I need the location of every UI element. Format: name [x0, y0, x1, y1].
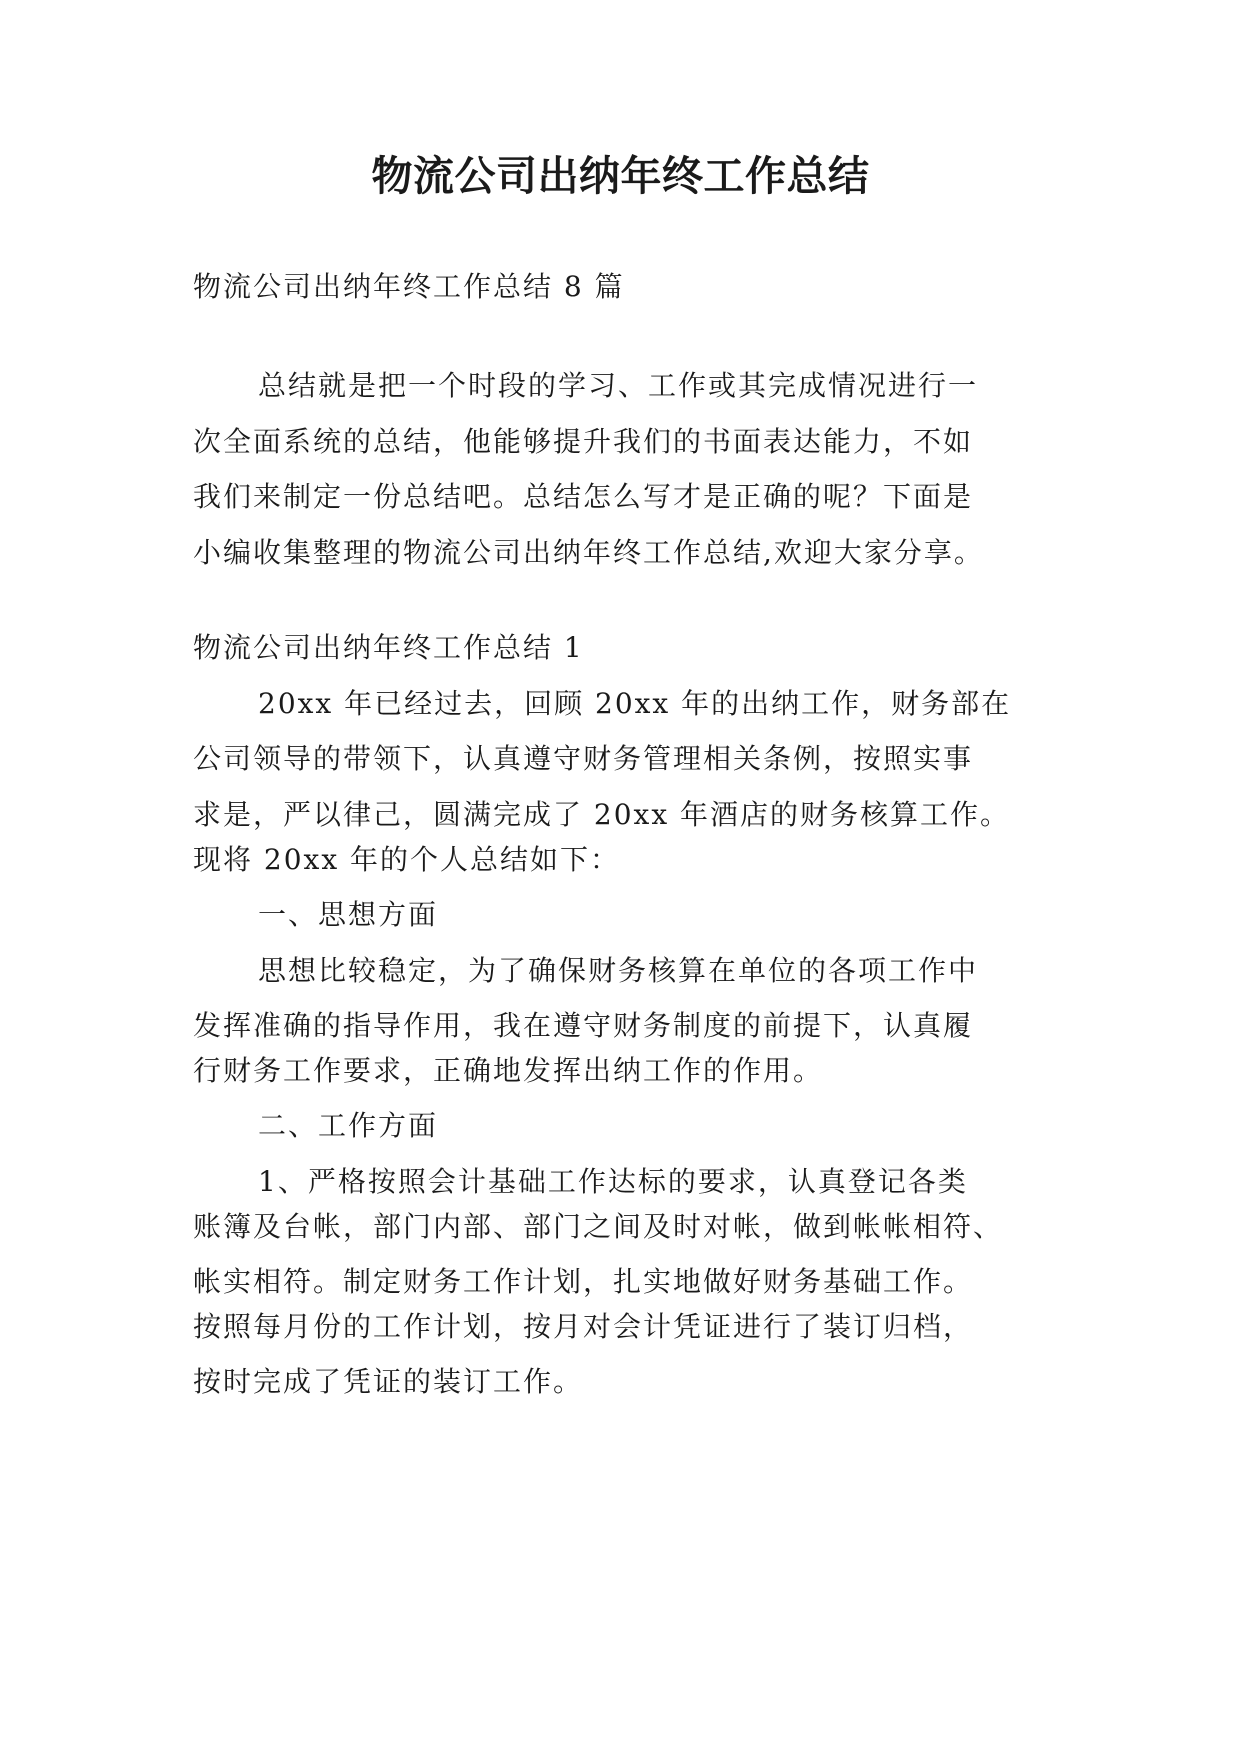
paragraph-line: 现将 20xx 年的个人总结如下： — [193, 843, 621, 876]
paragraph-line: 账簿及台帐，部门内部、部门之间及时对帐，做到帐帐相符、 — [193, 1210, 1004, 1243]
intro-line: 次全面系统的总结，他能够提升我们的书面表达能力，不如 — [193, 425, 974, 458]
paragraph-line: 求是，严以律己，圆满完成了 20xx 年酒店的财务核算工作。 — [193, 798, 1011, 831]
document-title: 物流公司出纳年终工作总结 — [371, 152, 870, 200]
paragraph-line: 20xx 年已经过去，回顾 20xx 年的出纳工作，财务部在 — [258, 687, 1012, 720]
paragraph-line: 发挥准确的指导作用，我在遵守财务制度的前提下，认真履 — [193, 1009, 974, 1042]
intro-line: 我们来制定一份总结吧。总结怎么写才是正确的呢？下面是 — [193, 480, 974, 513]
paragraph-line: 行财务工作要求，正确地发挥出纳工作的作用。 — [193, 1054, 824, 1087]
subsection-heading: 二、工作方面 — [258, 1109, 439, 1142]
section-heading: 物流公司出纳年终工作总结 1 — [193, 631, 584, 664]
subsection-heading: 一、思想方面 — [258, 898, 439, 931]
paragraph-line: 公司领导的带领下，认真遵守财务管理相关条例，按照实事 — [193, 742, 974, 775]
paragraph-line: 1、严格按照会计基础工作达标的要求，认真登记各类 — [258, 1165, 968, 1198]
paragraph-line: 思想比较稳定，为了确保财务核算在单位的各项工作中 — [258, 954, 979, 987]
intro-line: 小编收集整理的物流公司出纳年终工作总结,欢迎大家分享。 — [193, 536, 984, 569]
document-subtitle: 物流公司出纳年终工作总结 8 篇 — [193, 270, 625, 303]
intro-line: 总结就是把一个时段的学习、工作或其完成情况进行一 — [258, 369, 979, 402]
paragraph-line: 按时完成了凭证的装订工作。 — [193, 1365, 584, 1398]
paragraph-line: 帐实相符。制定财务工作计划，扎实地做好财务基础工作。 — [193, 1265, 974, 1298]
paragraph-line: 按照每月份的工作计划，按月对会计凭证进行了装订归档， — [193, 1310, 974, 1343]
